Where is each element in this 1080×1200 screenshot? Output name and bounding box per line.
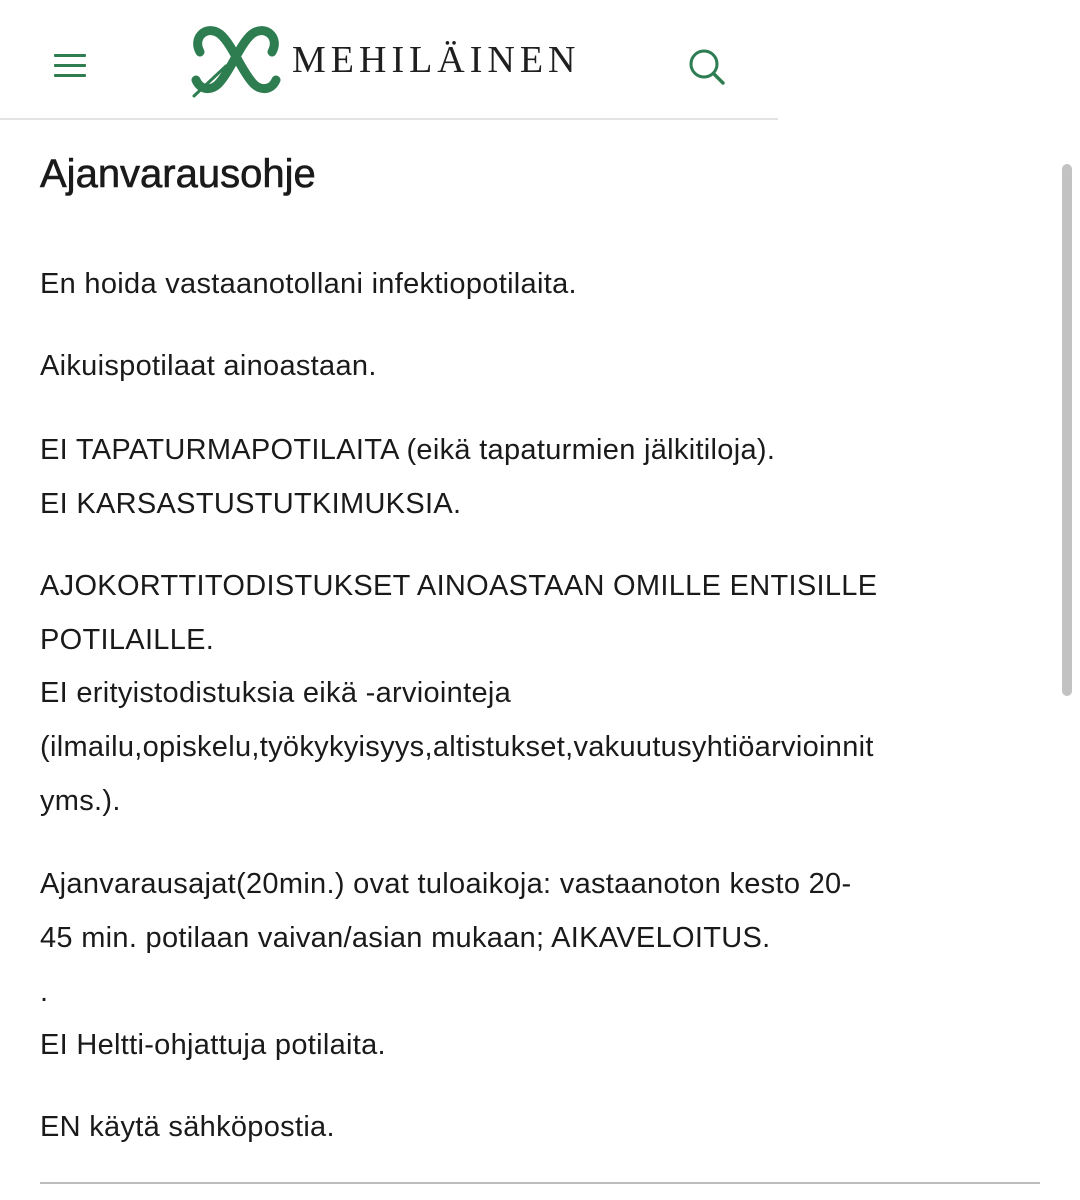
mehilainen-logo[interactable]	[186, 18, 596, 100]
instruction-line: EI erityistodistuksia eikä -arviointeja	[40, 677, 512, 709]
instruction-line: EI KARSASTUSTUTKIMUKSIA.	[40, 488, 462, 520]
instruction-line: Aikuispotilaat ainoastaan.	[40, 350, 377, 382]
instruction-line: EI Heltti-ohjattuja potilaita.	[40, 1029, 386, 1061]
instruction-line: .	[40, 976, 49, 1008]
instruction-line: EI TAPATURMAPOTILAITA (eikä tapaturmien jälkitiloja).	[40, 434, 776, 466]
instruction-line: POTILAILLE.	[40, 624, 215, 656]
instruction-line: (ilmailu,opiskelu,työkykyisyys,altistukset,vakuutusyhtiöarvioinnit	[40, 731, 874, 763]
instruction-line: AJOKORTTITODISTUKSET AINOASTAAN OMILLE ENTISILLE	[40, 570, 878, 602]
instruction-line: yms.).	[40, 785, 121, 817]
site-header	[0, 0, 778, 120]
instruction-line: EN käytä sähköpostia.	[40, 1111, 335, 1143]
instruction-line: 45 min. potilaan vaivan/asian mukaan; AIKAVELOITUS.	[40, 922, 771, 954]
search-icon[interactable]	[684, 44, 728, 88]
logo-wordmark: MEHILÄINEN	[292, 39, 581, 81]
scrollbar-thumb[interactable]	[1062, 164, 1072, 696]
section-divider	[40, 1182, 1040, 1184]
mehilainen-logo-mark	[186, 18, 286, 100]
instruction-line: En hoida vastaanotollani infektiopotilaita.	[40, 268, 577, 300]
page-title: Ajanvarausohje	[40, 152, 316, 196]
hamburger-menu-icon[interactable]	[52, 50, 88, 80]
instruction-line: Ajanvarausajat(20min.) ovat tuloaikoja: vastaanoton kesto 20-	[40, 868, 852, 900]
